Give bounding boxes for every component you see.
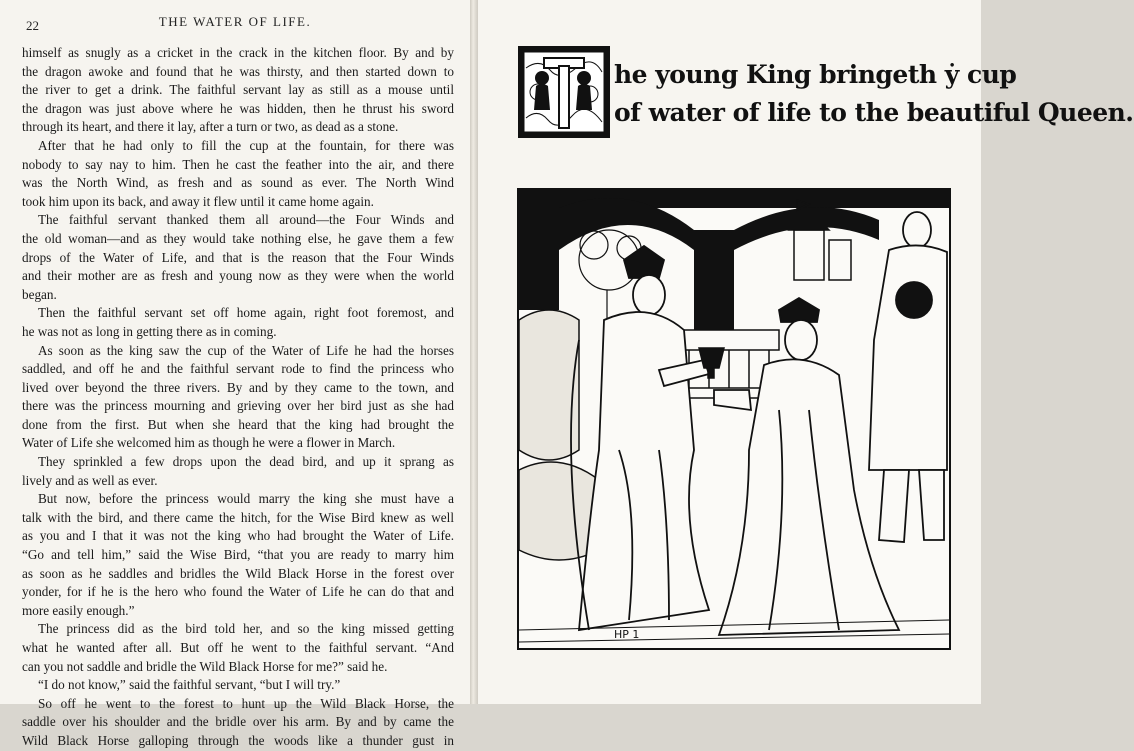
text-line: The faithful servant thanked them all around—the Four Winds and xyxy=(38,212,454,228)
text-line: more easily enough.” xyxy=(22,602,135,618)
text-line: lively and as well as ever. xyxy=(22,472,158,488)
text-line: lived over beyond the three rivers. By and by they came to the town, and xyxy=(22,379,454,395)
running-title: THE WATER OF LIFE. xyxy=(158,14,312,29)
text-line: But now, before the princess would marry the king she must have a xyxy=(38,491,454,507)
illustration-plate xyxy=(517,188,951,650)
text-line: and their mother are as fresh and young now as they were when the world xyxy=(22,268,454,284)
text-line: drops of the Water of Life, and that is the reason that the Four Winds xyxy=(22,249,454,265)
text-line: can you not saddle and bridle the Wild Black Horse for me?” said he. xyxy=(22,658,388,674)
text-line: As soon as the king saw the cup of the Water of Life he had the horses xyxy=(38,342,454,358)
text-line: Then the faithful servant set off home again, right foot foremost, and xyxy=(38,305,454,321)
text-line: the dragon awoke and found that he was thirsty, and then started down to xyxy=(22,63,454,79)
caption-line-1: he young King bringeth ẏ cup xyxy=(614,60,1017,89)
body-text xyxy=(22,44,454,751)
running-head xyxy=(0,14,470,34)
illustration-signature: HP 1 xyxy=(614,628,640,641)
text-line: done from the first. But when she heard that the king had brought the xyxy=(22,416,454,432)
text-line: “I do not know,” said the faithful servant, “but I will try.” xyxy=(38,677,341,693)
text-line: as soon as he saddles and bridles the Wild Black Horse in the forest over xyxy=(22,565,454,581)
gutter xyxy=(470,0,478,704)
text-line: as you and I that it was not the king who had brought the Water of Life. xyxy=(22,528,454,544)
text-line: Wild Black Horse galloping through the woods like a thunder gust in xyxy=(22,732,454,748)
illustration-heading xyxy=(518,46,1134,141)
text-line: himself as snugly as a cricket in the crack in the kitchen floor. By and by xyxy=(22,45,454,60)
drop-cap-letter: T xyxy=(563,134,565,135)
text-line: was the North Wind, as fresh and as sound as ever. The North Wind xyxy=(22,175,454,191)
text-line: through its heart, and there it lay, after a turn or two, as dead as a stone. xyxy=(22,119,399,135)
text-line: he was not as long in getting there as in coming. xyxy=(22,323,277,339)
text-line: yonder, for if he is the hero who found the Water of Life he can do that and xyxy=(22,584,454,600)
text-line: took him upon its back, and away it flew until it came home again. xyxy=(22,193,374,209)
text-line: So off he went to the forest to hunt up the Wild Black Horse, the xyxy=(38,695,454,711)
text-line: the dragon was just above where he was hidden, then he thrust his sword xyxy=(22,100,454,116)
text-line: began. xyxy=(22,286,57,302)
left-page xyxy=(0,0,470,748)
text-line: the river to get a drink. The faithful servant lay as still as a mouse until xyxy=(22,82,454,98)
text-line: what he wanted after all. But off he went to the faithful servant. “And xyxy=(22,640,454,655)
text-line: Water of Life she welcomed him as though he were a flower in March. xyxy=(22,435,396,451)
text-line: saddle over his shoulder and the bridle over his arm. By and by came the xyxy=(22,714,454,730)
caption-line-2: of water of life to the beautiful Queen. xyxy=(614,98,1134,127)
text-line: After that he had only to fill the cup at the fountain, for there was xyxy=(38,137,454,153)
page-number: 22 xyxy=(26,18,39,33)
text-line: “Go and tell him,” said the Wise Bird, “that you are ready to marry him xyxy=(22,547,454,563)
text-line: there was the princess mourning and grieving over her bird just as she had xyxy=(22,398,454,414)
drop-cap-illumination xyxy=(518,46,610,138)
text-line: saddled, and off he and the faithful servant rode to find the princess who xyxy=(22,361,454,377)
text-line: The princess did as the bird told her, and so the king missed getting xyxy=(38,621,454,637)
text-line: nobody to say nay to him. Then he cast the feather into the air, and there xyxy=(22,156,454,172)
text-line: the old woman—and as they would take nothing else, he gave them a few xyxy=(22,230,454,246)
text-line: talk with the bird, and there came the hitch, for the Wise Bird knew as well xyxy=(22,509,454,525)
text-line: They sprinkled a few drops upon the dead bird, and up it sprang as xyxy=(38,454,454,470)
